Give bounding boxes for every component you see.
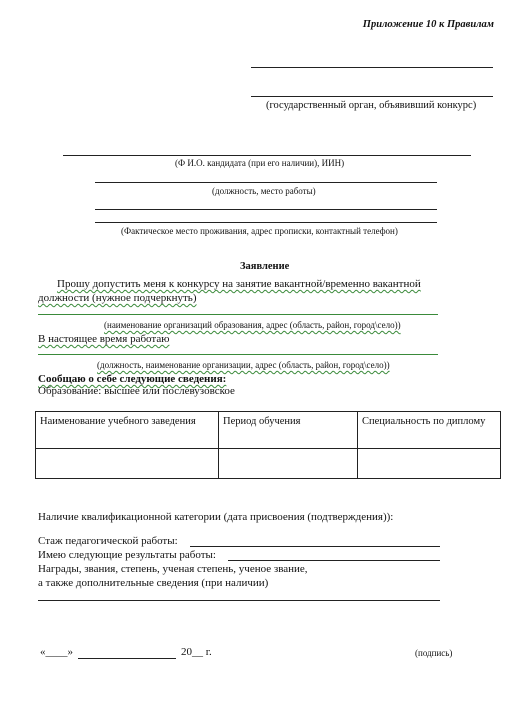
table-cell[interactable] — [358, 449, 501, 479]
category-label: Наличие квалификационной категории (дата присвоения (подтверждения)): — [38, 511, 394, 523]
experience-label: Стаж педагогической работы: — [38, 535, 178, 547]
table-cell[interactable] — [219, 449, 358, 479]
org-name-line — [38, 314, 438, 315]
org-name-caption: (наименование организаций образования, адрес (область, район, город\село)) — [104, 320, 401, 330]
awards-label: Награды, звания, степень, ученая степень, ученое звание, — [38, 563, 308, 575]
table-header-row — [36, 412, 501, 449]
education-table — [35, 411, 501, 479]
about-self-label: Сообщаю о себе следующие сведения: — [38, 373, 227, 385]
signature-caption: (подпись) — [415, 648, 453, 658]
org-caption: (государственный орган, объявивший конкурс) — [266, 100, 477, 111]
additional-label: а также дополнительные сведения (при наличии) — [38, 577, 269, 589]
request-line-2: должности (нужное подчеркнуть) — [38, 292, 197, 304]
name-caption: (Ф И.О. кандидата (при его наличии), ИИН) — [175, 158, 345, 168]
org-line-2 — [251, 96, 493, 97]
experience-line — [190, 546, 440, 547]
request-line-1: Прошу допустить меня к конкурсу на занятие вакантной/временно вакантной — [57, 278, 421, 290]
current-job-caption: (должность, наименование организации, адрес (область, район, город\село)) — [97, 360, 390, 370]
education-label: Образование: высшее или послевузовское — [38, 385, 235, 397]
additional-line — [38, 600, 440, 601]
results-label: Имею следующие результаты работы: — [38, 549, 216, 561]
current-job-line — [38, 354, 438, 355]
table-row — [36, 449, 501, 479]
currently-working-label: В настоящее время работаю — [38, 333, 170, 345]
header-period: Период обучения — [219, 412, 358, 449]
name-line — [63, 155, 471, 156]
statement-title: Заявление — [240, 261, 290, 272]
header-institution: Наименование учебного заведения — [36, 412, 219, 449]
position-caption: (должность, место работы) — [212, 186, 316, 196]
address-caption: (Фактическое место проживания, адрес прописки, контактный телефон) — [121, 226, 398, 236]
date-prefix: «____» — [40, 646, 73, 658]
table-cell[interactable] — [36, 449, 219, 479]
address-line-2 — [95, 222, 437, 223]
position-line — [95, 182, 437, 183]
appendix-label: Приложение 10 к Правилам — [362, 19, 494, 30]
date-year: 20__ г. — [181, 646, 212, 658]
org-line-1 — [251, 67, 493, 68]
header-specialty: Специальность по диплому — [358, 412, 501, 449]
date-month-line — [78, 658, 176, 659]
results-line — [228, 560, 440, 561]
address-line-1 — [95, 209, 437, 210]
